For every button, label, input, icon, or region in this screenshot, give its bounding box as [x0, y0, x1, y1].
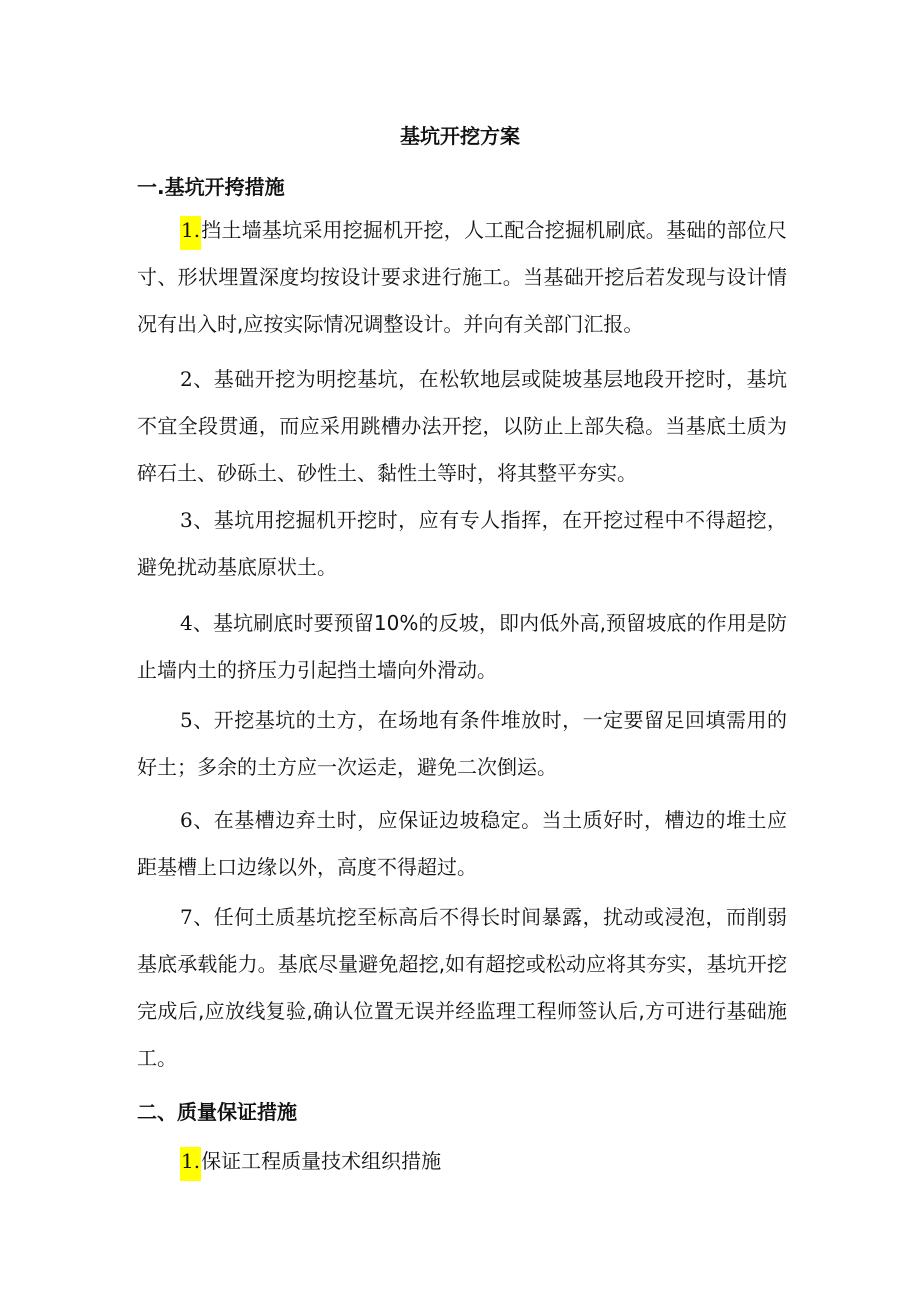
paragraph-text: 基坑刷底时要预留10%的反坡，即内低外高,预留坡底的作用是防止墙内土的挤压力引起挡土墙向外滑动。 — [137, 611, 787, 682]
paragraph-number: 4、 — [180, 611, 213, 635]
paragraph-number: 2、 — [180, 367, 214, 391]
page-title: 基坑开挖方案 — [400, 124, 520, 148]
paragraph-text: 保证工程质量技术组织措施 — [201, 1149, 442, 1173]
paragraph-4 — [137, 600, 787, 694]
section-heading-2: 二、质量保证措施 — [137, 1100, 297, 1124]
paragraph-number: 5、 — [180, 708, 214, 732]
paragraph-text: 在基槽边弃土时，应保证边坡稳定。当土质好时，槽边的堆土应距基槽上口边缘以外，高度不得超过。 — [137, 808, 788, 879]
highlighted-number: 1. — [180, 216, 201, 250]
paragraph-1 — [137, 207, 787, 348]
section-heading-1: 一.基坑开挎措施 — [137, 175, 285, 199]
highlighted-number: 1. — [180, 1147, 201, 1181]
paragraph-text: 挡土墙基坑采用挖掘机开挖，人工配合挖掘机刷底。基础的部位尺寸、形状埋置深度均按设计要求进行施工。当基础开挖后若发现与设计情况有出入时,应按实际情况调整设计。并向有关部门汇报。 — [137, 218, 787, 336]
paragraph-number: 3、 — [180, 508, 214, 532]
paragraph-number: 6、 — [180, 808, 214, 832]
paragraph-number: 7、 — [180, 905, 214, 929]
paragraph-2 — [137, 356, 787, 497]
paragraph-text: 开挖基坑的土方，在场地有条件堆放时，一定要留足回填需用的好土；多余的土方应一次运走，避免二次倒运。 — [137, 708, 788, 779]
paragraph-text: 任何土质基坑挖至标高后不得长时间暴露，扰动或浸泡，而削弱基底承载能力。基底尽量避免超挖,如有超挖或松动应将其夯实，基坑开挖完成后,应放线复验,确认位置无误并经监理工程师签认后,方可进行基础施工。 — [137, 905, 788, 1070]
paragraph-text: 基础开挖为明挖基坑，在松软地层或陡坡基层地段开挖时，基坑不宜全段贯通，而应采用跳槽办法开挖，以防止上部失稳。当基底土质为碎石土、砂砾土、砂性土、黏性土等时，将其整平夯实。 — [137, 367, 788, 485]
paragraph-6 — [137, 797, 787, 891]
paragraph-text: 基坑用挖掘机开挖时，应有专人指挥，在开挖过程中不得超挖，避免扰动基底原状土。 — [137, 508, 788, 579]
paragraph-7 — [137, 894, 787, 1082]
paragraph-5 — [137, 697, 787, 791]
paragraph-3 — [137, 497, 787, 591]
paragraph-8 — [137, 1138, 787, 1185]
